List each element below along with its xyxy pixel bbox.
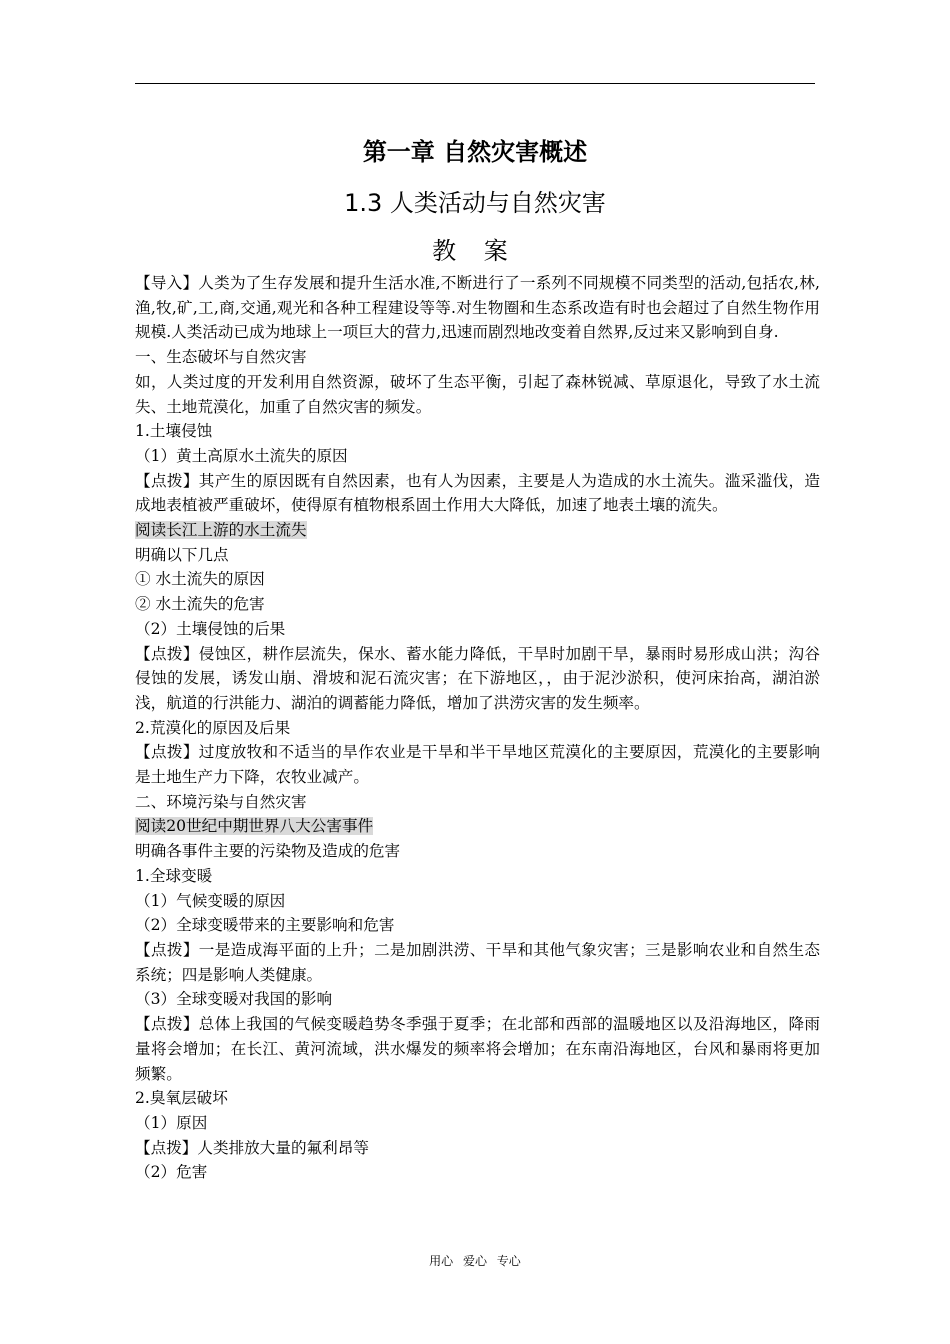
- paragraph-text: 总体上我国的气候变暖趋势冬季强于夏季；在北部和西部的温暖地区以及沿海地区，降雨量将会增加；在长江、黄河流域，洪水爆发的频率将会增加；在东南沿海地区，台风和暴雨将更加频繁。: [135, 1015, 820, 1083]
- paragraph-m1: [135, 543, 820, 568]
- paragraph-tag: 【点拨】: [135, 743, 199, 762]
- paragraph-text: 1.全球变暖: [135, 866, 213, 885]
- paragraph-m2: [135, 839, 820, 864]
- paragraph-s3c: [135, 987, 820, 1012]
- paragraph-text: 人类排放大量的氟利昂等: [197, 1138, 369, 1157]
- paragraph-text: 明确各事件主要的污染物及造成的危害: [135, 842, 401, 861]
- paragraph-s4a: [135, 1111, 820, 1136]
- paragraph-tag: 【点拨】: [135, 940, 199, 959]
- paragraph-s4b: [135, 1160, 820, 1185]
- paragraph-h1: [135, 345, 820, 370]
- paragraph-tip4: [135, 938, 820, 987]
- paragraph-text: 一、生态破坏与自然灾害: [135, 348, 307, 367]
- paragraph-text: 明确以下几点: [135, 545, 229, 564]
- paragraph-p1: [135, 370, 820, 419]
- paragraph-tag: 【点拨】: [135, 1015, 199, 1034]
- paragraph-text: （2）危害: [135, 1163, 208, 1182]
- paragraph-s1a: [135, 444, 820, 469]
- paragraph-tag: 【点拨】: [135, 1138, 198, 1157]
- paragraph-m1b: [135, 592, 820, 617]
- paragraph-text: 二、环境污染与自然灾害: [135, 792, 307, 811]
- paragraph-s2: [135, 716, 820, 741]
- lesson-body: [135, 271, 820, 1185]
- paragraph-tag: 【导入】: [135, 274, 199, 292]
- paragraph-tip3: [135, 740, 820, 789]
- paragraph-s3: [135, 864, 820, 889]
- paragraph-s3b: [135, 913, 820, 938]
- paragraph-s4: [135, 1086, 820, 1111]
- paragraph-text: 如，人类过度的开发利用自然资源，破坏了生态平衡，引起了森林锐减、草原退化，导致了水土流失、土地荒漠化，加重了自然灾害的频发。: [135, 372, 820, 416]
- paragraph-text: 2.荒漠化的原因及后果: [135, 718, 291, 737]
- paragraph-text: 2.臭氧层破坏: [135, 1089, 228, 1108]
- paragraph-text: 过度放牧和不适当的旱作农业是干旱和半干旱地区荒漠化的主要原因，荒漠化的主要影响是土地生产力下降，农牧业减产。: [135, 743, 820, 787]
- paragraph-text: （1）黄土高原水土流失的原因: [135, 446, 348, 465]
- paragraph-text: 1.土壤侵蚀: [135, 422, 213, 441]
- paragraph-intro: [135, 271, 820, 345]
- paragraph-text: 侵蚀区，耕作层流失，保水、蓄水能力降低，干旱时加剧干旱，暴雨时易形成山洪；沟谷侵蚀的发展，诱发山崩、滑坡和泥石流灾害；在下游地区，，由于泥沙淤积，使河床抬高，湖泊淤浅，航道的行洪能力、湖泊的调蓄能力降低，增加了洪涝灾害的发生频率。: [135, 644, 820, 712]
- paragraph-tip6: [135, 1136, 820, 1161]
- paragraph-text: ① 水土流失的原因: [135, 570, 265, 589]
- paragraph-text: （3）全球变暖对我国的影响: [135, 990, 333, 1009]
- paragraph-read1: [135, 518, 820, 543]
- paragraph-read2: [135, 814, 820, 839]
- paragraph-text: 其产生的原因既有自然因素，也有人为因素，主要是人为造成的水土流失。滥采滥伐，造成地表植被严重破坏，使得原有植物根系固土作用大大降低，加速了地表土壤的流失。: [135, 471, 820, 515]
- paragraph-tag: 【点拨】: [135, 471, 199, 490]
- paragraph-text: 一是造成海平面的上升；二是加剧洪涝、干旱和其他气象灾害；三是影响农业和自然生态系统；四是影响人类健康。: [135, 940, 820, 984]
- paragraph-text: （1）原因: [135, 1113, 208, 1132]
- paragraph-tip5: [135, 1012, 820, 1086]
- document-type-title: 教 案: [432, 237, 518, 265]
- header-rule: [135, 83, 815, 84]
- paragraph-text: 阅读20世纪中期世界八大公害事件: [135, 817, 374, 836]
- paragraph-h2: [135, 790, 820, 815]
- paragraph-text: （2）全球变暖带来的主要影响和危害: [135, 916, 395, 935]
- paragraph-s1: [135, 419, 820, 444]
- paragraph-tag: 【点拨】: [135, 644, 199, 663]
- paragraph-text: （2）土壤侵蚀的后果: [135, 619, 286, 638]
- paragraph-s1b: [135, 617, 820, 642]
- paragraph-text: 阅读长江上游的水土流失: [135, 521, 307, 540]
- paragraph-s3a: [135, 889, 820, 914]
- paragraph-text: ② 水土流失的危害: [135, 595, 265, 614]
- section-title: 1.3 人类活动与自然灾害: [344, 189, 606, 217]
- paragraph-text: 人类为了生存发展和提升生活水准,不断进行了一系列不同规模不同类型的活动,包括农,林,渔,牧,矿,工,商,交通,观光和各种工程建设等等.对生物圈和生态系改造有时也会超过了自然生物作用规模.人类活动已成为地球上一项巨大的营力,迅速而剧烈地改变着自然界,反过来又影响到自身.: [135, 274, 820, 342]
- paragraph-tip2: [135, 642, 820, 716]
- paragraph-tip1: [135, 469, 820, 518]
- page-footer: 用心 爱心 专心: [429, 1254, 521, 1268]
- paragraph-text: （1）气候变暖的原因: [135, 891, 286, 910]
- paragraph-m1a: [135, 567, 820, 592]
- chapter-title: 第一章 自然灾害概述: [362, 138, 588, 166]
